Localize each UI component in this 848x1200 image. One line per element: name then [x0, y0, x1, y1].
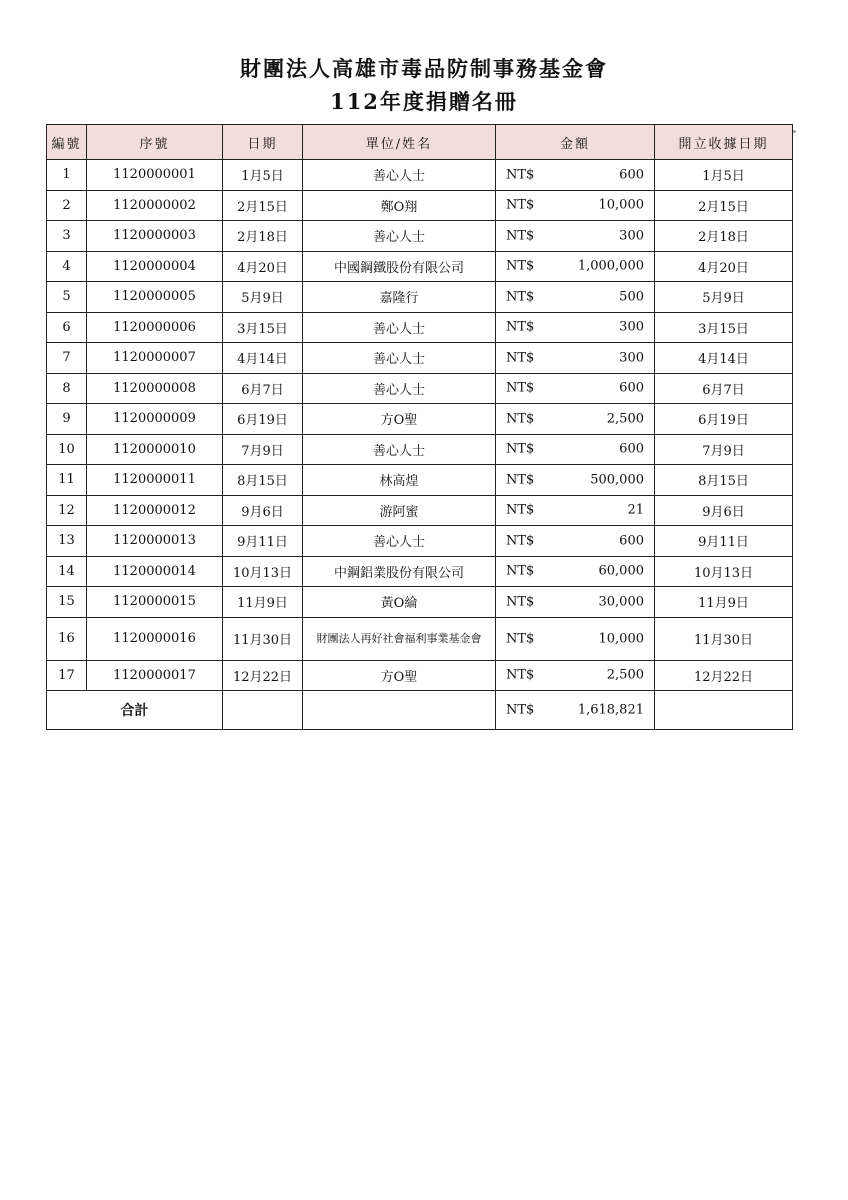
row-donor: 善心人士 — [303, 221, 496, 252]
table-row — [47, 404, 793, 435]
table-header-row — [47, 125, 793, 160]
row-receipt-date: 9月11日 — [655, 526, 793, 557]
table-row — [47, 221, 793, 252]
col-header-no: 編號 — [47, 125, 87, 160]
row-amount — [496, 221, 655, 252]
row-no: 12 — [47, 495, 87, 526]
row-amount — [496, 587, 655, 618]
row-date: 6月7日 — [223, 373, 303, 404]
row-amount-value: 500 — [619, 289, 644, 305]
row-no: 6 — [47, 312, 87, 343]
row-date: 4月14日 — [223, 343, 303, 374]
row-receipt-date: 11月9日 — [655, 587, 793, 618]
donation-table — [46, 124, 793, 730]
row-amount — [496, 617, 655, 660]
row-currency: NT$ — [506, 563, 535, 579]
row-amount-value: 2,500 — [606, 667, 644, 683]
row-currency: NT$ — [506, 350, 535, 366]
row-date: 7月9日 — [223, 434, 303, 465]
row-receipt-date: 9月6日 — [655, 495, 793, 526]
document-subtitle: 112年度捐贈名冊 — [330, 89, 518, 114]
row-donor: 游阿蜜 — [303, 495, 496, 526]
total-amount: 1,618,821 — [577, 702, 644, 718]
col-header-serial: 序號 — [87, 125, 223, 160]
row-currency: NT$ — [506, 228, 535, 244]
col-header-receipt-date: 開立收據日期 — [655, 125, 793, 160]
row-currency: NT$ — [506, 167, 535, 183]
total-empty-receipt — [655, 691, 793, 730]
row-amount-value: 1,000,000 — [577, 258, 644, 274]
row-currency: NT$ — [506, 594, 535, 610]
row-serial: 1120000004 — [87, 251, 223, 282]
row-receipt-date: 2月15日 — [655, 190, 793, 221]
total-empty-donor — [303, 691, 496, 730]
row-serial: 1120000007 — [87, 343, 223, 374]
row-donor: 財團法人再好社會福利事業基金會 — [303, 617, 496, 660]
row-donor: 善心人士 — [303, 526, 496, 557]
row-no: 4 — [47, 251, 87, 282]
row-donor: 方O聖 — [303, 404, 496, 435]
row-date: 6月19日 — [223, 404, 303, 435]
scan-speck — [793, 130, 796, 133]
row-amount — [496, 282, 655, 313]
row-amount — [496, 251, 655, 282]
row-date: 8月15日 — [223, 465, 303, 496]
table-row — [47, 160, 793, 191]
table-row — [47, 282, 793, 313]
row-amount-value: 10,000 — [598, 197, 644, 213]
row-serial: 1120000011 — [87, 465, 223, 496]
col-header-donor: 單位/姓名 — [303, 125, 496, 160]
row-currency: NT$ — [506, 472, 535, 488]
row-currency: NT$ — [506, 411, 535, 427]
row-date: 1月5日 — [223, 160, 303, 191]
table-row — [47, 312, 793, 343]
row-serial: 1120000009 — [87, 404, 223, 435]
row-no: 5 — [47, 282, 87, 313]
row-no: 15 — [47, 587, 87, 618]
row-amount — [496, 404, 655, 435]
row-no: 16 — [47, 617, 87, 660]
row-amount-value: 30,000 — [598, 594, 644, 610]
row-currency: NT$ — [506, 380, 535, 396]
row-date: 4月20日 — [223, 251, 303, 282]
row-currency: NT$ — [506, 441, 535, 457]
row-serial: 1120000013 — [87, 526, 223, 557]
row-currency: NT$ — [506, 197, 535, 213]
row-date: 9月11日 — [223, 526, 303, 557]
row-currency: NT$ — [506, 289, 535, 305]
row-amount-value: 600 — [619, 533, 644, 549]
row-amount-value: 60,000 — [598, 563, 644, 579]
row-serial: 1120000001 — [87, 160, 223, 191]
table-row — [47, 434, 793, 465]
row-no: 3 — [47, 221, 87, 252]
row-donor: 鄭O翔 — [303, 190, 496, 221]
row-no: 11 — [47, 465, 87, 496]
row-amount-value: 600 — [619, 167, 644, 183]
row-receipt-date: 4月20日 — [655, 251, 793, 282]
row-serial: 1120000017 — [87, 660, 223, 691]
row-donor: 方O聖 — [303, 660, 496, 691]
total-row — [47, 691, 793, 730]
row-serial: 1120000003 — [87, 221, 223, 252]
row-serial: 1120000010 — [87, 434, 223, 465]
row-amount — [496, 190, 655, 221]
row-no: 8 — [47, 373, 87, 404]
row-date: 11月9日 — [223, 587, 303, 618]
row-amount-value: 21 — [627, 502, 644, 518]
total-currency: NT$ — [506, 702, 535, 718]
table-row — [47, 660, 793, 691]
row-no: 13 — [47, 526, 87, 557]
row-donor: 中國鋼鐵股份有限公司 — [303, 251, 496, 282]
row-currency: NT$ — [506, 631, 535, 646]
total-empty-date — [223, 691, 303, 730]
row-amount-value: 300 — [619, 319, 644, 335]
row-currency: NT$ — [506, 502, 535, 518]
document-title: 財團法人高雄市毒品防制事務基金會 — [240, 56, 608, 81]
table-row — [47, 526, 793, 557]
row-no: 17 — [47, 660, 87, 691]
row-amount — [496, 526, 655, 557]
row-amount-value: 10,000 — [598, 631, 644, 646]
table-row — [47, 556, 793, 587]
row-amount — [496, 465, 655, 496]
row-amount-value: 600 — [619, 380, 644, 396]
row-donor: 黃O綸 — [303, 587, 496, 618]
row-currency: NT$ — [506, 319, 535, 335]
row-amount-value: 2,500 — [606, 411, 644, 427]
row-amount-value: 600 — [619, 441, 644, 457]
row-amount — [496, 660, 655, 691]
row-serial: 1120000006 — [87, 312, 223, 343]
row-amount — [496, 434, 655, 465]
table-row — [47, 251, 793, 282]
row-no: 2 — [47, 190, 87, 221]
row-currency: NT$ — [506, 258, 535, 274]
row-no: 7 — [47, 343, 87, 374]
row-amount — [496, 373, 655, 404]
row-donor: 善心人士 — [303, 160, 496, 191]
total-amount-cell — [496, 691, 655, 730]
table-row — [47, 465, 793, 496]
row-amount — [496, 312, 655, 343]
row-serial: 1120000012 — [87, 495, 223, 526]
row-receipt-date: 10月13日 — [655, 556, 793, 587]
table-row — [47, 617, 793, 660]
row-amount — [496, 495, 655, 526]
row-no: 10 — [47, 434, 87, 465]
row-date: 9月6日 — [223, 495, 303, 526]
row-serial: 1120000014 — [87, 556, 223, 587]
row-receipt-date: 5月9日 — [655, 282, 793, 313]
row-donor: 善心人士 — [303, 373, 496, 404]
row-amount-value: 300 — [619, 350, 644, 366]
row-receipt-date: 2月18日 — [655, 221, 793, 252]
col-header-amount: 金額 — [496, 125, 655, 160]
row-date: 3月15日 — [223, 312, 303, 343]
row-amount-value: 500,000 — [590, 472, 644, 488]
row-receipt-date: 12月22日 — [655, 660, 793, 691]
row-date: 11月30日 — [223, 617, 303, 660]
row-amount — [496, 556, 655, 587]
row-serial: 1120000005 — [87, 282, 223, 313]
row-receipt-date: 6月19日 — [655, 404, 793, 435]
row-receipt-date: 6月7日 — [655, 373, 793, 404]
row-currency: NT$ — [506, 533, 535, 549]
row-receipt-date: 7月9日 — [655, 434, 793, 465]
row-amount — [496, 343, 655, 374]
row-donor: 善心人士 — [303, 312, 496, 343]
row-no: 1 — [47, 160, 87, 191]
row-serial: 1120000015 — [87, 587, 223, 618]
row-serial: 1120000016 — [87, 617, 223, 660]
row-currency: NT$ — [506, 667, 535, 683]
row-no: 9 — [47, 404, 87, 435]
table-row — [47, 190, 793, 221]
row-donor: 善心人士 — [303, 434, 496, 465]
row-serial: 1120000002 — [87, 190, 223, 221]
row-receipt-date: 11月30日 — [655, 617, 793, 660]
row-receipt-date: 1月5日 — [655, 160, 793, 191]
row-serial: 1120000008 — [87, 373, 223, 404]
row-date: 10月13日 — [223, 556, 303, 587]
table-row — [47, 343, 793, 374]
row-receipt-date: 8月15日 — [655, 465, 793, 496]
table-row — [47, 587, 793, 618]
row-donor: 嘉隆行 — [303, 282, 496, 313]
row-date: 12月22日 — [223, 660, 303, 691]
table-row — [47, 373, 793, 404]
total-label: 合計 — [47, 691, 223, 730]
row-date: 2月15日 — [223, 190, 303, 221]
col-header-date: 日期 — [223, 125, 303, 160]
row-date: 2月18日 — [223, 221, 303, 252]
row-donor: 林高煌 — [303, 465, 496, 496]
row-date: 5月9日 — [223, 282, 303, 313]
row-amount — [496, 160, 655, 191]
table-row — [47, 495, 793, 526]
row-donor: 中鋼鋁業股份有限公司 — [303, 556, 496, 587]
row-donor: 善心人士 — [303, 343, 496, 374]
row-receipt-date: 3月15日 — [655, 312, 793, 343]
row-amount-value: 300 — [619, 228, 644, 244]
row-receipt-date: 4月14日 — [655, 343, 793, 374]
row-no: 14 — [47, 556, 87, 587]
